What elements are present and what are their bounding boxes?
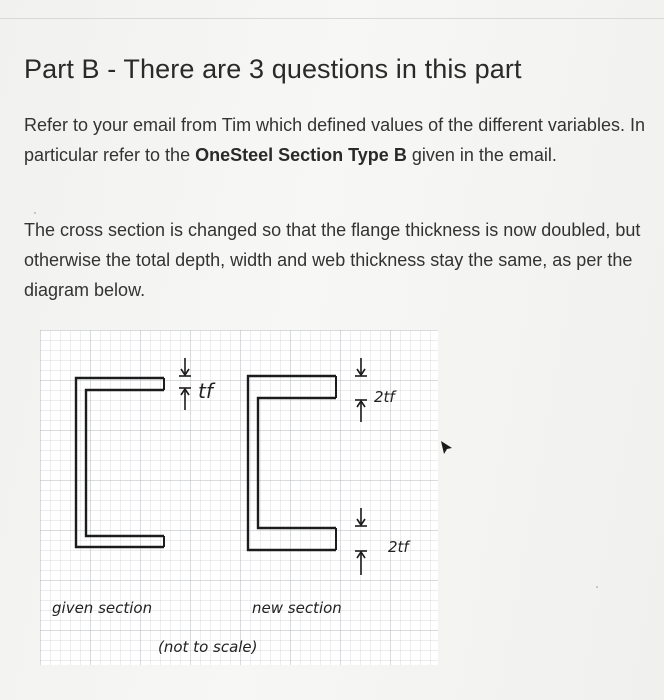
not-to-scale-label: (not to scale): [158, 638, 258, 656]
given-section-label: given section: [52, 599, 153, 617]
2tf-top-label: 2tf: [374, 388, 395, 406]
2tf-bottom-label: 2tf: [388, 538, 409, 556]
cross-section-diagram: [40, 330, 438, 665]
stray-dot: [596, 586, 598, 588]
top-divider: [0, 18, 664, 19]
page-title: Part B - There are 3 questions in this part: [24, 54, 522, 84]
description-paragraph: The cross section is changed so that the flange thickness is now doubled, but otherwise the total depth, width and web thickness stay the same, as per the diagram below.: [24, 220, 641, 300]
paragraph1-text-b: given in the email.: [406, 145, 557, 165]
paragraph1-text-a: Refer to your email from Tim which defined values of the different variables. In particular refer to the: [24, 115, 645, 165]
mouse-pointer-icon: [440, 440, 454, 456]
stray-dot: [34, 212, 36, 214]
tf-label: tf: [198, 379, 213, 403]
instruction-paragraph: [24, 110, 664, 170]
new-section-label: new section: [252, 599, 342, 617]
section-type-emphasis: OneSteel Section Type B: [195, 145, 407, 165]
